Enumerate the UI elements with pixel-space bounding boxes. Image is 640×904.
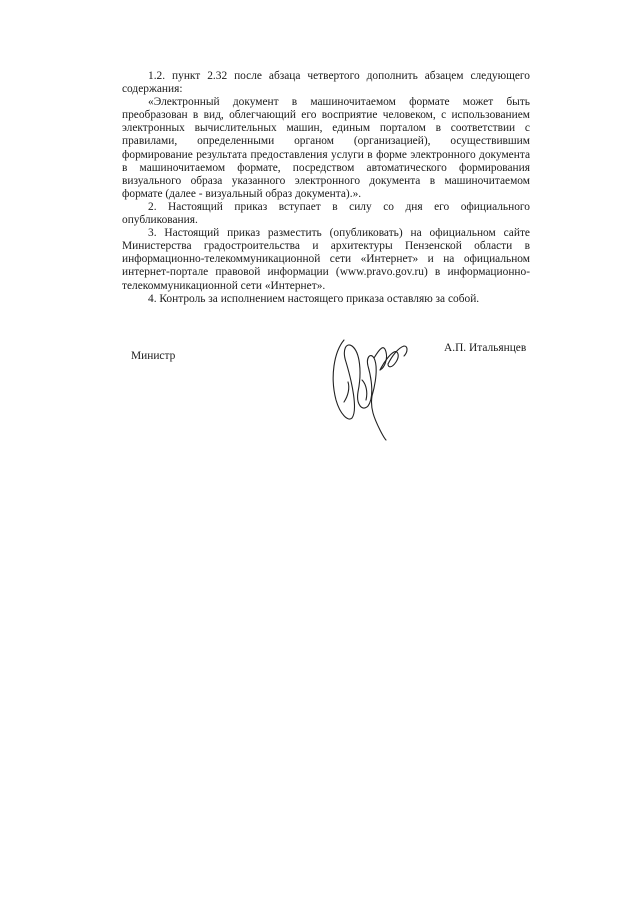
paragraph-2: 2. Настоящий приказ вступает в силу со дня его официального опубликования.	[122, 200, 530, 227]
paragraph-quote: «Электронный документ в машиночитаемом формате может быть преобразован в вид, облегчающий его восприятие человеком, с использованием электронных вычислительных машин, единым порталом в соответствии с правилами, определенными органом (организацией), осуществившим формирование результата предоставления услуги в форме электронного документа в машиночитаемом формате, посредством автоматического формирования визуального образа указанного электронного документа в машиночитаемом формате (далее - визуальный образ документа).».	[122, 96, 530, 200]
signatory-name: А.П. Итальянцев	[444, 342, 527, 354]
paragraph-1-2: 1.2. пункт 2.32 после абзаца четвертого дополнить абзацем следующего содержания:	[122, 70, 530, 96]
document-body	[122, 70, 530, 306]
paragraph-4: 4. Контроль за исполнением настоящего приказа оставляю за собой.	[148, 292, 480, 305]
paragraph-3: 3. Настоящий приказ разместить (опубликовать) на официальном сайте Министерства градостроительства и архитектуры Пензенской области в информационно-телекоммуникационной сети «Интернет» и на официальном интернет-портале правовой информации (www.pravo.gov.ru) в информационно-телекоммуникационной сети «Интернет».	[122, 227, 530, 292]
handwritten-signature-icon	[322, 322, 412, 442]
signatory-title: Министр	[131, 350, 176, 362]
